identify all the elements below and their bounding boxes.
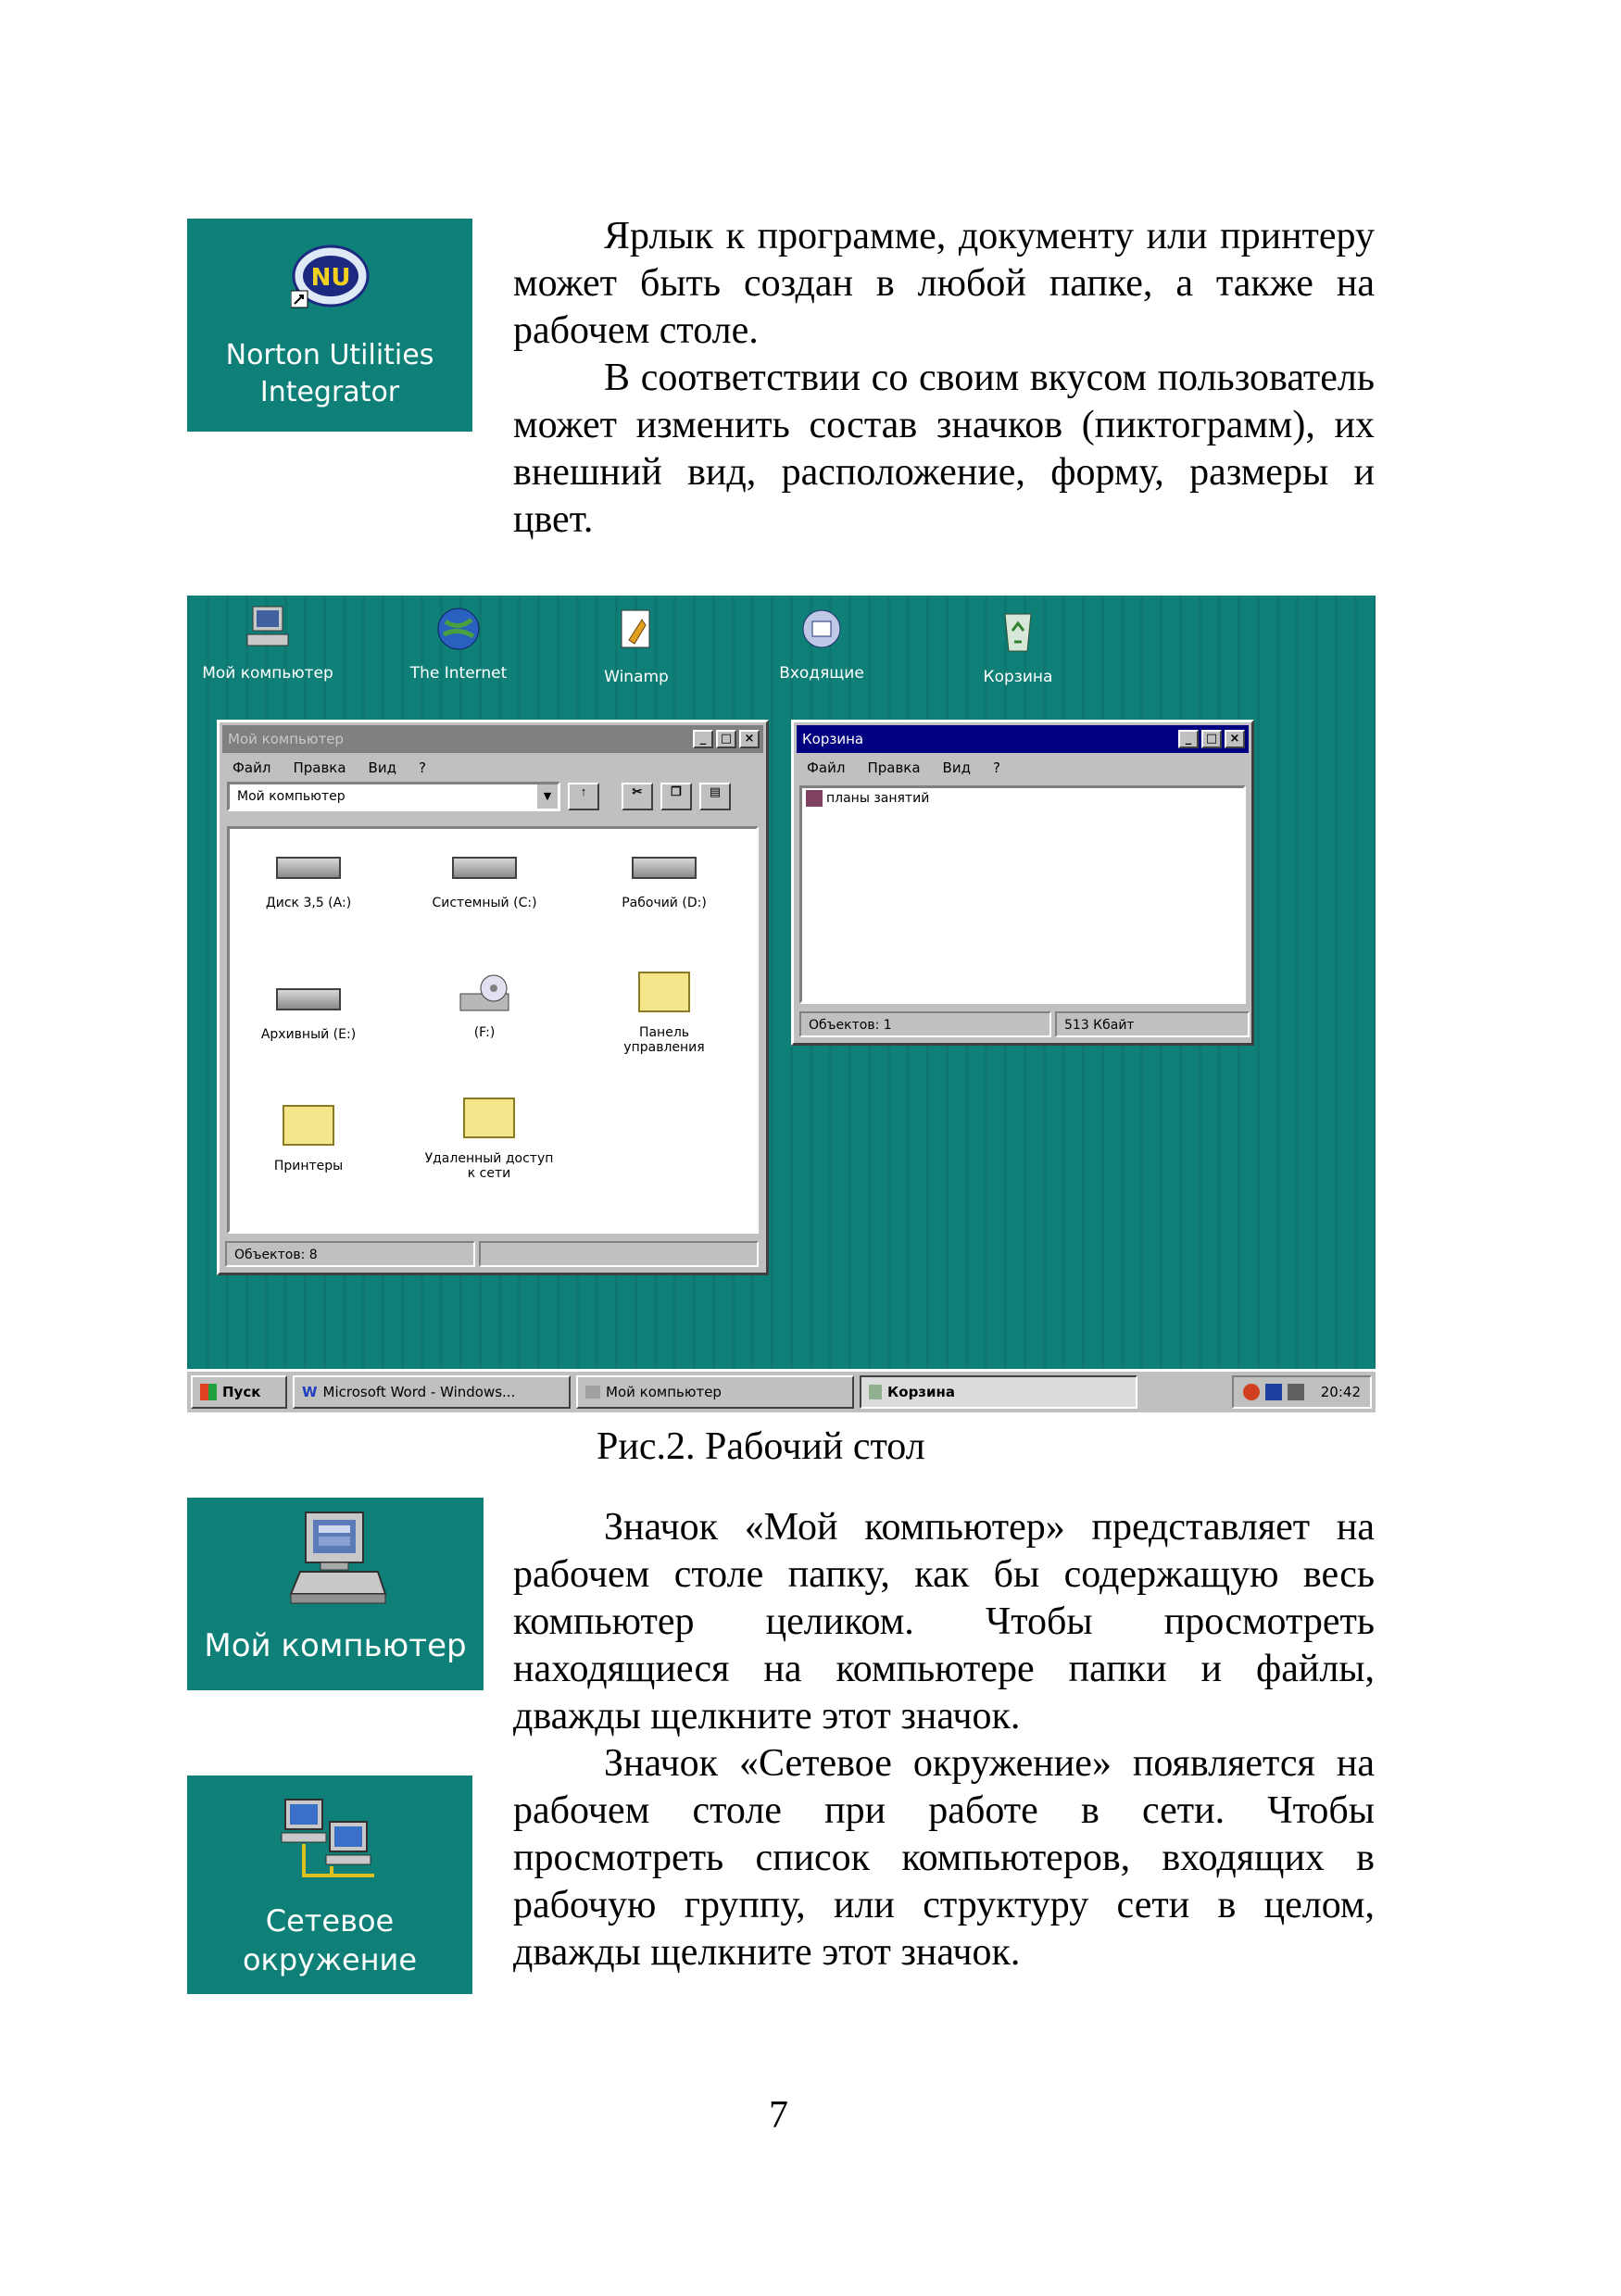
tray-icon[interactable]: [1243, 1384, 1260, 1400]
menu-item-help[interactable]: ?: [992, 759, 1000, 776]
drive-label: Рабочий (D:): [622, 896, 707, 910]
clock[interactable]: 20:42: [1320, 1384, 1361, 1400]
desktop-icon-label: Мой компьютер: [202, 664, 333, 683]
status-bar-size: 513 Кбайт: [1055, 1011, 1250, 1037]
minimize-button[interactable]: _: [1178, 730, 1199, 748]
document-icon: [806, 790, 823, 807]
taskbar-button-word[interactable]: [293, 1375, 571, 1409]
windows-logo-icon: [200, 1384, 217, 1400]
drive-item[interactable]: [239, 966, 378, 1042]
cut-button[interactable]: ✂: [622, 783, 653, 810]
menu-item-file[interactable]: Файл: [807, 759, 846, 776]
desc-paragraph-1: Значок «Мой компьютер» представляет на рабочем столе папку, как бы содержащую весь компьютер целиком. Чтобы просмотреть находящиеся на компьютере папки и файлы, дважды щелкните этот значок.: [513, 1506, 1375, 1738]
maximize-button[interactable]: □: [1201, 730, 1222, 748]
hard-drive-icon: [452, 857, 517, 879]
status-bar: Объектов: 1: [799, 1011, 1051, 1037]
status-bar-panel: [479, 1241, 759, 1267]
up-folder-button[interactable]: ↑: [568, 783, 599, 810]
drive-item[interactable]: [239, 834, 378, 910]
desktop-icon-label: Входящие: [779, 664, 864, 683]
taskbar-button-label: Корзина: [887, 1384, 956, 1400]
copy-button[interactable]: ❐: [660, 783, 692, 810]
network-tile[interactable]: [187, 1775, 472, 1994]
my-computer-tile[interactable]: [187, 1498, 484, 1690]
taskbar-button-label: Мой компьютер: [606, 1384, 722, 1400]
inbox-icon: [796, 603, 848, 655]
floppy-drive-icon: [276, 857, 341, 879]
taskbar: [187, 1369, 1376, 1412]
my-computer-window[interactable]: [217, 720, 769, 1275]
internet-globe-icon: [433, 603, 484, 655]
menu-item-edit[interactable]: Правка: [867, 759, 921, 776]
desc-text: [513, 1504, 1375, 1976]
tray-icon[interactable]: [1288, 1384, 1304, 1400]
window-title: Корзина: [802, 731, 864, 747]
address-combo[interactable]: [227, 782, 560, 811]
paste-button[interactable]: ▤: [699, 783, 731, 810]
folder-label: Удаленный доступ к сети: [424, 1151, 554, 1181]
folder-view: [227, 826, 759, 1234]
window-title: Мой компьютер: [228, 731, 344, 747]
desktop-icon-label: Winamp: [604, 668, 669, 686]
drive-label: Архивный (E:): [260, 1027, 357, 1042]
my-computer-icon: [282, 1511, 393, 1612]
hard-drive-icon: [632, 857, 697, 879]
close-button[interactable]: ×: [1225, 730, 1245, 748]
control-panel-folder-icon: [638, 972, 690, 1012]
figure-caption: Рис.2. Рабочий стол: [597, 1425, 925, 1468]
page-number: 7: [769, 2094, 788, 2137]
menu-bar: [794, 756, 1251, 780]
taskbar-button-my-computer[interactable]: [576, 1375, 854, 1409]
word-icon: W: [302, 1384, 318, 1400]
my-computer-icon: [585, 1386, 600, 1399]
desktop-screenshot: [187, 596, 1376, 1412]
maximize-button[interactable]: □: [716, 730, 736, 748]
menu-bar: [220, 756, 766, 780]
recycle-bin-icon: [992, 607, 1044, 659]
tray-icon[interactable]: [1265, 1384, 1282, 1400]
desktop-icon-label: The Internet: [409, 664, 508, 683]
list-item[interactable]: [802, 788, 1243, 809]
recycle-bin-titlebar[interactable]: [797, 725, 1249, 753]
drive-item[interactable]: [415, 834, 554, 910]
minimize-button[interactable]: _: [693, 730, 713, 748]
winamp-icon: [610, 607, 662, 659]
menu-item-help[interactable]: ?: [418, 759, 426, 776]
hard-drive-icon: [276, 988, 341, 1010]
address-value: Мой компьютер: [237, 789, 346, 804]
network-label-line1: Сетевое: [265, 1903, 395, 1938]
start-label: Пуск: [222, 1384, 261, 1400]
menu-item-file[interactable]: Файл: [232, 759, 271, 776]
network-label-line2: окружение: [242, 1942, 418, 1977]
folder-label: Принтеры: [273, 1159, 344, 1173]
recycle-bin-window[interactable]: [791, 720, 1254, 1046]
desktop-icon-internet[interactable]: [389, 603, 528, 683]
cd-drive-icon: [457, 972, 512, 1014]
drive-item[interactable]: [595, 834, 734, 910]
folder-item[interactable]: [239, 1092, 378, 1173]
my-computer-titlebar[interactable]: [222, 725, 763, 753]
folder-item[interactable]: [406, 1085, 572, 1181]
close-button[interactable]: ×: [739, 730, 760, 748]
taskbar-button-label: Microsoft Word - Windows...: [322, 1384, 516, 1400]
svg-text:NU: NU: [310, 264, 351, 292]
drive-label: Диск 3,5 (A:): [265, 896, 352, 910]
folder-item[interactable]: [595, 959, 734, 1055]
recycle-bin-icon: [869, 1385, 882, 1399]
drive-item[interactable]: [415, 959, 554, 1040]
taskbar-button-recycle-bin[interactable]: [860, 1375, 1137, 1409]
chevron-down-icon[interactable]: ▼: [537, 784, 558, 809]
status-bar: Объектов: 8: [225, 1241, 475, 1267]
menu-item-view[interactable]: Вид: [368, 759, 396, 776]
folder-label: Панель управления: [623, 1025, 705, 1055]
dial-up-folder-icon: [463, 1098, 515, 1138]
intro-text: [513, 213, 1375, 544]
menu-item-view[interactable]: Вид: [942, 759, 971, 776]
desktop-icon-inbox[interactable]: [752, 603, 891, 683]
drive-label: Системный (C:): [432, 896, 537, 910]
desktop-icon-recycle-bin[interactable]: [949, 607, 1087, 686]
norton-utilities-icon: [291, 245, 371, 309]
intro-paragraph-2: В соответствии со своим вкусом пользователь может изменить состав значков (пиктограмм), их внешний вид, расположение, форму, размеры и цвет.: [513, 357, 1375, 541]
norton-label-line1: Norton Utilities: [225, 339, 434, 371]
desktop-icon-label: Корзина: [983, 668, 1053, 686]
recycle-file-list: [799, 785, 1246, 1004]
desktop-icon-winamp[interactable]: [567, 607, 706, 686]
intro-paragraph-1: Ярлык к программе, документу или принтеру может быть создан в любой папке, а также на рабочем столе.: [513, 215, 1375, 352]
menu-item-edit[interactable]: Правка: [293, 759, 346, 776]
start-button[interactable]: [191, 1375, 287, 1409]
desktop-icon-my-computer[interactable]: [198, 603, 337, 683]
norton-label-line2: Integrator: [259, 376, 400, 408]
my-computer-icon: [242, 603, 294, 655]
desc-paragraph-2: Значок «Сетевое окружение» появляется на рабочем столе при работе в сети. Чтобы просмотреть список компьютеров, входящих в рабочую группу, или структуру сети в целом, дважды щелкните этот значок.: [513, 1742, 1375, 1974]
file-name: планы занятий: [826, 791, 930, 806]
drive-label: (F:): [473, 1025, 496, 1040]
my-computer-label: Мой компьютер: [204, 1627, 467, 1664]
network-neighborhood-icon: [276, 1794, 383, 1887]
system-tray: [1232, 1375, 1372, 1409]
norton-shortcut-tile[interactable]: [187, 219, 472, 432]
printers-folder-icon: [283, 1105, 334, 1146]
